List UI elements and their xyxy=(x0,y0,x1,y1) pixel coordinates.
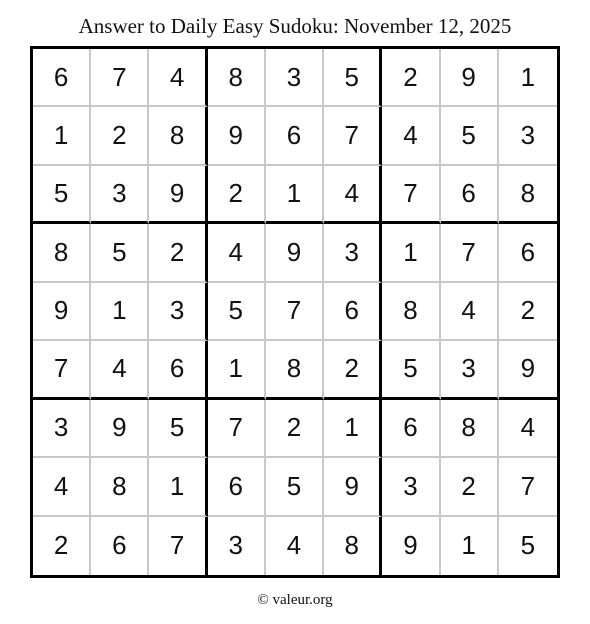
sudoku-cell-r7c6: 1 xyxy=(324,400,382,458)
sudoku-cell-r8c9: 7 xyxy=(499,458,557,516)
sudoku-board xyxy=(30,46,560,578)
sudoku-cell-r1c5: 3 xyxy=(266,49,324,107)
sudoku-cell-r1c8: 9 xyxy=(441,49,499,107)
sudoku-cell-r5c5: 7 xyxy=(266,283,324,341)
sudoku-cell-r8c4: 6 xyxy=(208,458,266,516)
sudoku-cell-r1c4: 8 xyxy=(208,49,266,107)
sudoku-cell-r7c8: 8 xyxy=(441,400,499,458)
sudoku-cell-r7c9: 4 xyxy=(499,400,557,458)
sudoku-cell-r4c3: 2 xyxy=(149,224,207,282)
sudoku-cell-r9c7: 9 xyxy=(382,517,440,575)
page-title: Answer to Daily Easy Sudoku: November 12, 2025 xyxy=(78,14,512,38)
sudoku-cell-r8c5: 5 xyxy=(266,458,324,516)
sudoku-cell-r5c7: 8 xyxy=(382,283,440,341)
sudoku-cell-r5c4: 5 xyxy=(208,283,266,341)
sudoku-cell-r2c8: 5 xyxy=(441,107,499,165)
sudoku-cell-r2c5: 6 xyxy=(266,107,324,165)
sudoku-cell-r4c5: 9 xyxy=(266,224,324,282)
sudoku-cell-r9c2: 6 xyxy=(91,517,149,575)
sudoku-cell-r9c4: 3 xyxy=(208,517,266,575)
sudoku-cell-r3c5: 1 xyxy=(266,166,324,224)
sudoku-cell-r8c3: 1 xyxy=(149,458,207,516)
sudoku-cell-r5c3: 3 xyxy=(149,283,207,341)
sudoku-cell-r5c9: 2 xyxy=(499,283,557,341)
sudoku-cell-r9c3: 7 xyxy=(149,517,207,575)
sudoku-cell-r4c4: 4 xyxy=(208,224,266,282)
sudoku-cell-r9c5: 4 xyxy=(266,517,324,575)
sudoku-cell-r3c7: 7 xyxy=(382,166,440,224)
sudoku-cell-r3c3: 9 xyxy=(149,166,207,224)
sudoku-cell-r4c9: 6 xyxy=(499,224,557,282)
sudoku-cell-r2c2: 2 xyxy=(91,107,149,165)
sudoku-cell-r7c1: 3 xyxy=(33,400,91,458)
sudoku-cell-r8c1: 4 xyxy=(33,458,91,516)
sudoku-cell-r1c1: 6 xyxy=(33,49,91,107)
sudoku-cell-r6c8: 3 xyxy=(441,341,499,399)
sudoku-cell-r5c6: 6 xyxy=(324,283,382,341)
sudoku-cell-r3c9: 8 xyxy=(499,166,557,224)
sudoku-cell-r7c2: 9 xyxy=(91,400,149,458)
sudoku-cell-r2c1: 1 xyxy=(33,107,91,165)
sudoku-cell-r9c8: 1 xyxy=(441,517,499,575)
sudoku-cell-r7c5: 2 xyxy=(266,400,324,458)
sudoku-cell-r4c2: 5 xyxy=(91,224,149,282)
sudoku-cell-r2c7: 4 xyxy=(382,107,440,165)
sudoku-cell-r8c2: 8 xyxy=(91,458,149,516)
sudoku-cell-r1c9: 1 xyxy=(499,49,557,107)
sudoku-cell-r2c3: 8 xyxy=(149,107,207,165)
sudoku-cell-r6c4: 1 xyxy=(208,341,266,399)
sudoku-cell-r5c1: 9 xyxy=(33,283,91,341)
sudoku-cell-r7c3: 5 xyxy=(149,400,207,458)
sudoku-cell-r3c2: 3 xyxy=(91,166,149,224)
sudoku-cell-r4c1: 8 xyxy=(33,224,91,282)
sudoku-cell-r8c7: 3 xyxy=(382,458,440,516)
sudoku-cell-r2c6: 7 xyxy=(324,107,382,165)
sudoku-cell-r6c5: 8 xyxy=(266,341,324,399)
sudoku-cell-r8c6: 9 xyxy=(324,458,382,516)
sudoku-cell-r5c8: 4 xyxy=(441,283,499,341)
sudoku-cell-r3c4: 2 xyxy=(208,166,266,224)
sudoku-cell-r3c1: 5 xyxy=(33,166,91,224)
sudoku-cell-r1c6: 5 xyxy=(324,49,382,107)
sudoku-cell-r5c2: 1 xyxy=(91,283,149,341)
sudoku-cell-r1c3: 4 xyxy=(149,49,207,107)
sudoku-cell-r2c9: 3 xyxy=(499,107,557,165)
sudoku-cell-r4c6: 3 xyxy=(324,224,382,282)
sudoku-cell-r6c3: 6 xyxy=(149,341,207,399)
sudoku-cell-r7c4: 7 xyxy=(208,400,266,458)
sudoku-cell-r9c6: 8 xyxy=(324,517,382,575)
sudoku-cell-r3c6: 4 xyxy=(324,166,382,224)
sudoku-cell-r6c7: 5 xyxy=(382,341,440,399)
copyright-footer: © valeur.org xyxy=(257,592,333,608)
sudoku-cell-r6c9: 9 xyxy=(499,341,557,399)
sudoku-cell-r8c8: 2 xyxy=(441,458,499,516)
sudoku-cell-r9c9: 5 xyxy=(520,530,536,561)
sudoku-cell-r6c1: 7 xyxy=(33,341,91,399)
sudoku-cell-r4c7: 1 xyxy=(382,224,440,282)
sudoku-cell-r1c7: 2 xyxy=(382,49,440,107)
sudoku-cell-r3c8: 6 xyxy=(441,166,499,224)
sudoku-cell-r1c2: 7 xyxy=(91,49,149,107)
sudoku-cell-r6c6: 2 xyxy=(324,341,382,399)
sudoku-cell-r4c8: 7 xyxy=(441,224,499,282)
sudoku-cell-r9c1: 2 xyxy=(33,517,91,575)
sudoku-cell-r2c4: 9 xyxy=(208,107,266,165)
sudoku-cell-r7c7: 6 xyxy=(382,400,440,458)
sudoku-cell-r6c2: 4 xyxy=(91,341,149,399)
